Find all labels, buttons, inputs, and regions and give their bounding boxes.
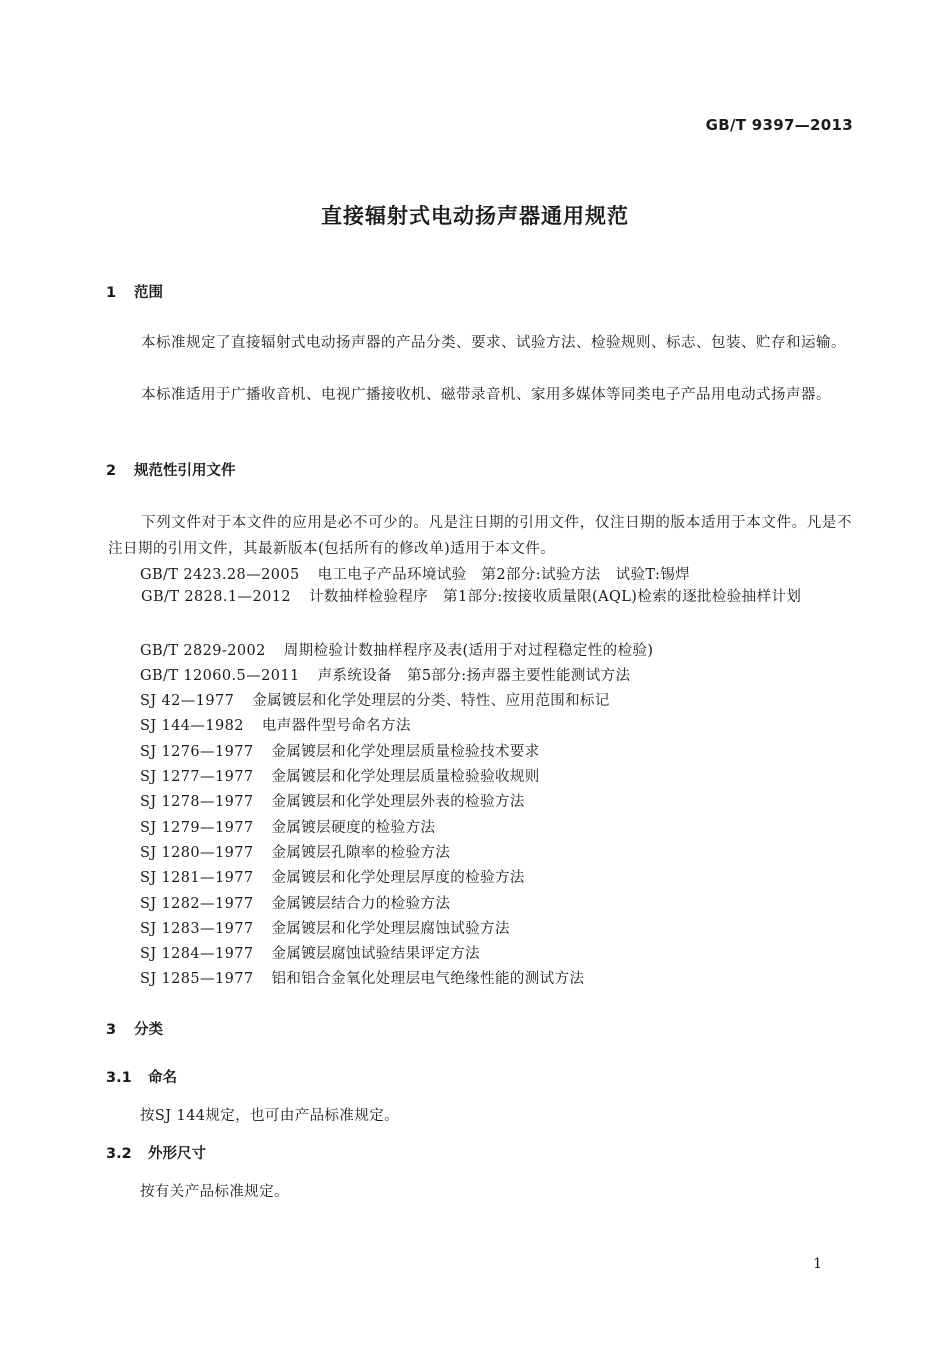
reference-item xyxy=(140,866,852,887)
document-title: 直接辐射式电动扬声器通用规范 xyxy=(321,204,629,228)
reference-title: 金属镀层孔隙率的检验方法 xyxy=(271,845,451,861)
reference-title: 电声器件型号命名方法 xyxy=(261,718,411,734)
reference-item xyxy=(140,714,852,735)
reference-title: 计数抽样检验程序 第1部分:按接收质量限(AQL)检索的逐批检验抽样计划 xyxy=(308,589,802,605)
reference-title: 金属镀层硬度的检验方法 xyxy=(271,820,436,836)
reference-code: SJ 144—1982 xyxy=(140,718,244,734)
section-title: 范围 xyxy=(134,285,163,301)
section-3-heading xyxy=(106,1018,163,1039)
reference-title: 金属镀层和化学处理层质量检验验收规则 xyxy=(271,769,540,785)
reference-code: SJ 1281—1977 xyxy=(140,870,254,886)
reference-item xyxy=(108,584,852,610)
reference-title: 电工电子产品环境试验 第2部分:试验方法 试验T:锡焊 xyxy=(317,567,691,583)
section-2-heading xyxy=(106,459,236,480)
reference-code: GB/T 2828.1—2012 xyxy=(141,589,291,605)
reference-item xyxy=(140,892,852,913)
reference-code: SJ 1284—1977 xyxy=(140,946,254,962)
reference-item xyxy=(140,841,852,862)
reference-title: 声系统设备 第5部分:扬声器主要性能测试方法 xyxy=(317,668,631,684)
reference-code: GB/T 12060.5—2011 xyxy=(140,668,300,684)
section-2-intro: 下列文件对于本文件的应用是必不可少的。凡是注日期的引用文件，仅注日期的版本适用于本文件。凡是不注日期的引用文件，其最新版本(包括所有的修改单)适用于本文件。 xyxy=(108,515,852,557)
reference-code: SJ 42—1977 xyxy=(140,693,235,709)
reference-code: SJ 1276—1977 xyxy=(140,744,254,760)
reference-item xyxy=(140,664,852,685)
reference-code: SJ 1282—1977 xyxy=(140,896,254,912)
reference-title: 铝和铝合金氧化处理层电气绝缘性能的测试方法 xyxy=(271,971,585,987)
section-title: 规范性引用文件 xyxy=(134,463,236,479)
page-number: 1 xyxy=(813,1256,822,1272)
subsection-3-1-heading xyxy=(106,1066,177,1087)
subsection-3-2-heading xyxy=(106,1142,206,1163)
reference-code: SJ 1277—1977 xyxy=(140,769,254,785)
reference-title: 金属镀层腐蚀试验结果评定方法 xyxy=(271,946,481,962)
reference-code: SJ 1283—1977 xyxy=(140,921,254,937)
reference-item xyxy=(140,765,852,786)
reference-title: 金属镀层和化学处理层外表的检验方法 xyxy=(271,794,525,810)
reference-title: 金属镀层和化学处理层厚度的检验方法 xyxy=(271,870,525,886)
reference-code: GB/T 2829-2002 xyxy=(140,643,266,659)
reference-title: 金属镀层和化学处理层的分类、特性、应用范围和标记 xyxy=(252,693,610,709)
reference-code: GB/T 2423.28—2005 xyxy=(140,567,300,583)
subsection-title: 命名 xyxy=(148,1070,177,1086)
reference-item xyxy=(140,816,852,837)
subsection-3-2-text: 按有关产品标准规定。 xyxy=(140,1184,289,1200)
reference-code: SJ 1278—1977 xyxy=(140,794,254,810)
reference-item xyxy=(140,740,852,761)
reference-code: SJ 1285—1977 xyxy=(140,971,254,987)
reference-item xyxy=(140,942,852,963)
reference-title: 金属镀层和化学处理层质量检验技术要求 xyxy=(271,744,540,760)
section-1-paragraph-2: 本标准适用于广播收音机、电视广播接收机、磁带录音机、家用多媒体等同类电子产品用电动式扬声器。 xyxy=(141,387,831,403)
section-title: 分类 xyxy=(134,1022,163,1038)
section-1-paragraph-1: 本标准规定了直接辐射式电动扬声器的产品分类、要求、试验方法、检验规则、标志、包装、贮存和运输。 xyxy=(141,335,846,351)
subsection-number: 3.2 xyxy=(106,1146,132,1162)
reference-item xyxy=(140,639,852,660)
section-1-heading xyxy=(106,281,163,302)
reference-item xyxy=(140,689,852,710)
reference-item xyxy=(140,917,852,938)
subsection-3-1-text: 按SJ 144规定，也可由产品标准规定。 xyxy=(140,1108,400,1124)
section-number: 2 xyxy=(106,463,117,479)
reference-code: SJ 1280—1977 xyxy=(140,845,254,861)
reference-item xyxy=(140,563,852,584)
subsection-number: 3.1 xyxy=(106,1070,132,1086)
reference-item xyxy=(140,967,852,988)
reference-code: SJ 1279—1977 xyxy=(140,820,254,836)
reference-title: 金属镀层结合力的检验方法 xyxy=(271,896,451,912)
section-number: 3 xyxy=(106,1022,117,1038)
reference-title: 周期检验计数抽样程序及表(适用于对过程稳定性的检验) xyxy=(283,643,654,659)
section-number: 1 xyxy=(106,285,117,301)
subsection-title: 外形尺寸 xyxy=(148,1146,206,1162)
reference-title: 金属镀层和化学处理层腐蚀试验方法 xyxy=(271,921,510,937)
reference-item xyxy=(140,790,852,811)
standard-code: GB/T 9397—2013 xyxy=(705,116,853,134)
